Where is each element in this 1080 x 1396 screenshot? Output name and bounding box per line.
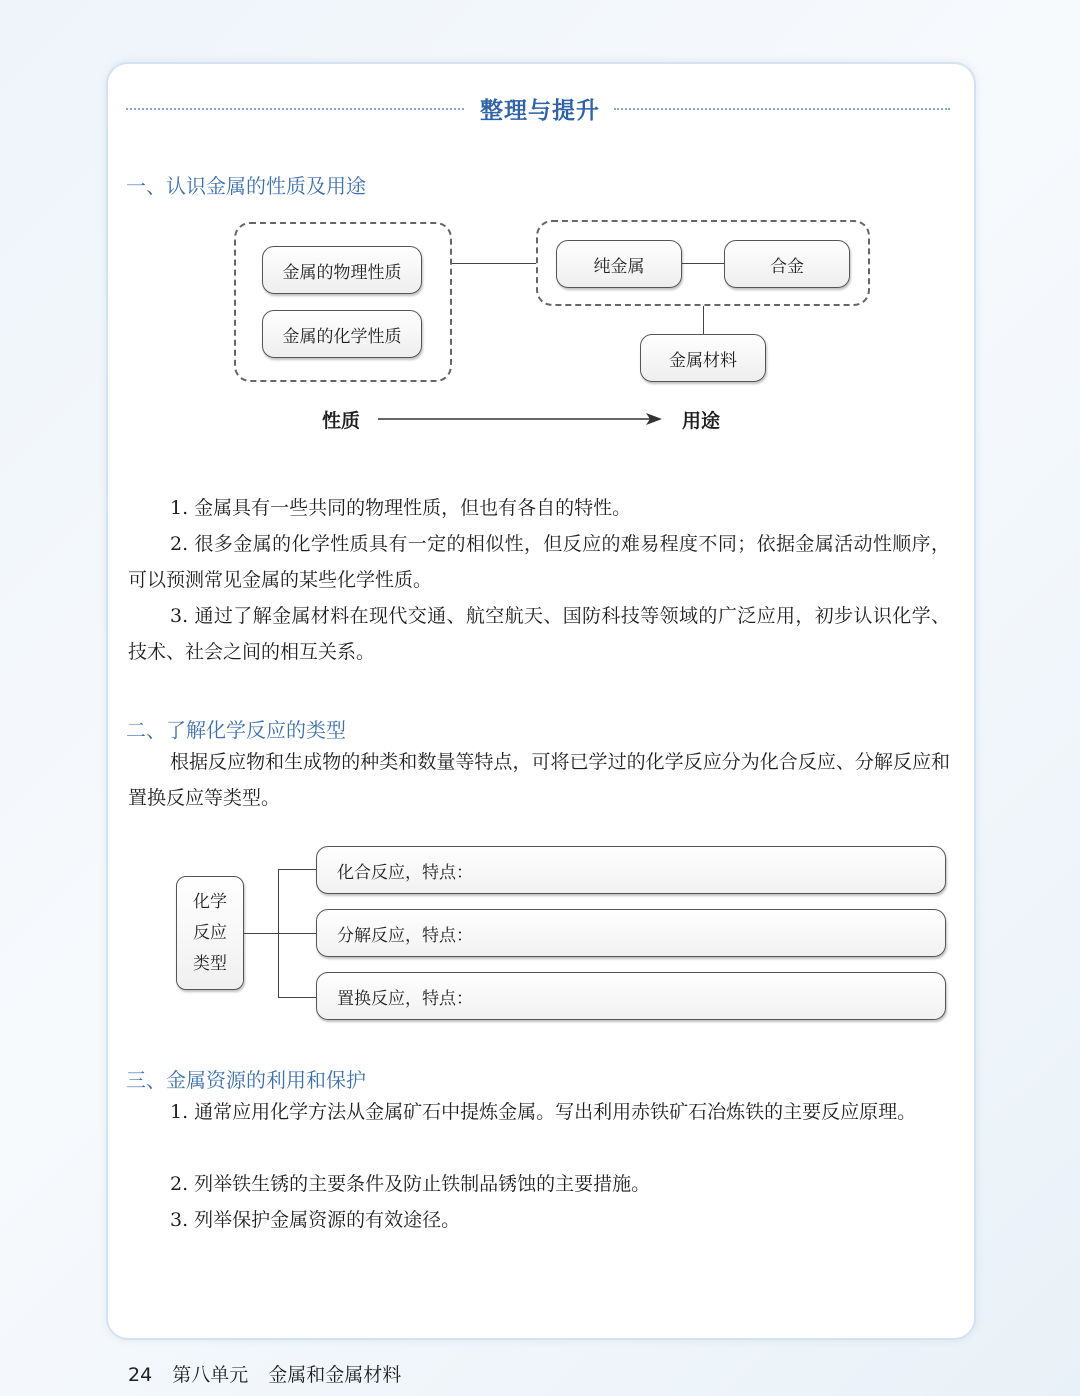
section-3-point-3: 3. 列举保护金属资源的有效途径。: [170, 1209, 461, 1231]
combination-reaction-box: 化合反应，特点：: [316, 846, 946, 894]
unit-title: 金属和金属材料: [268, 1364, 402, 1386]
physical-properties-box: 金属的物理性质: [262, 246, 422, 294]
connector-to-metal-materials: [703, 306, 704, 334]
header-rule-left: [126, 108, 464, 110]
unit-label: 第八单元: [172, 1364, 249, 1386]
connector-branch-2: [278, 933, 316, 934]
section-3-title: 三、金属资源的利用和保护: [126, 1068, 366, 1092]
reaction-types-box: [176, 876, 244, 990]
page-number: 24: [128, 1364, 153, 1386]
page-title: 整理与提升: [480, 98, 600, 124]
connector-root: [244, 933, 278, 934]
connector-pure-alloy: [682, 263, 724, 264]
section-1-title: 一、认识金属的性质及用途: [126, 174, 366, 198]
section-2-intro: 根据反应物和生成物的种类和数量等特点，可将已学过的化学反应分为化合反应、分解反应和置换反应等类型。: [128, 751, 950, 809]
pure-metal-box: 纯金属: [556, 240, 682, 288]
arrow-right-icon: [378, 410, 664, 428]
connector-branch-1: [278, 869, 316, 870]
header-rule-right: [614, 108, 950, 110]
reaction-types-line-2: 反应: [193, 922, 227, 943]
property-label: 性质: [322, 410, 361, 432]
alloy-box: 合金: [724, 240, 850, 288]
displacement-reaction-box: 置换反应，特点：: [316, 972, 946, 1020]
page-footer: [128, 1360, 415, 1387]
decomposition-reaction-box: 分解反应，特点：: [316, 909, 946, 957]
use-label: 用途: [682, 410, 721, 432]
section-2-title: 二、了解化学反应的类型: [126, 718, 346, 742]
connector-branch-3: [278, 997, 316, 998]
section-1-point-3: 3. 通过了解金属材料在现代交通、航空航天、国防科技等领域的广泛应用，初步认识化学、技术、社会之间的相互关系。: [128, 605, 950, 663]
section-1-point-2: 2. 很多金属的化学性质具有一定的相似性，但反应的难易程度不同；依据金属活动性顺序，可以预测常见金属的某些化学性质。: [128, 533, 950, 591]
chemical-properties-box: 金属的化学性质: [262, 310, 422, 358]
connector-properties-materials: [452, 263, 536, 264]
section-3-point-2: 2. 列举铁生锈的主要条件及防止铁制品锈蚀的主要措施。: [170, 1173, 651, 1195]
metal-materials-box: 金属材料: [640, 334, 766, 382]
section-3-point-1: 1. 通常应用化学方法从金属矿石中提炼金属。写出利用赤铁矿石冶炼铁的主要反应原理。: [170, 1101, 917, 1123]
reaction-types-line-3: 类型: [193, 953, 227, 974]
reaction-types-line-1: 化学: [193, 891, 227, 912]
section-1-point-1: 1. 金属具有一些共同的物理性质，但也有各自的特性。: [170, 497, 632, 519]
